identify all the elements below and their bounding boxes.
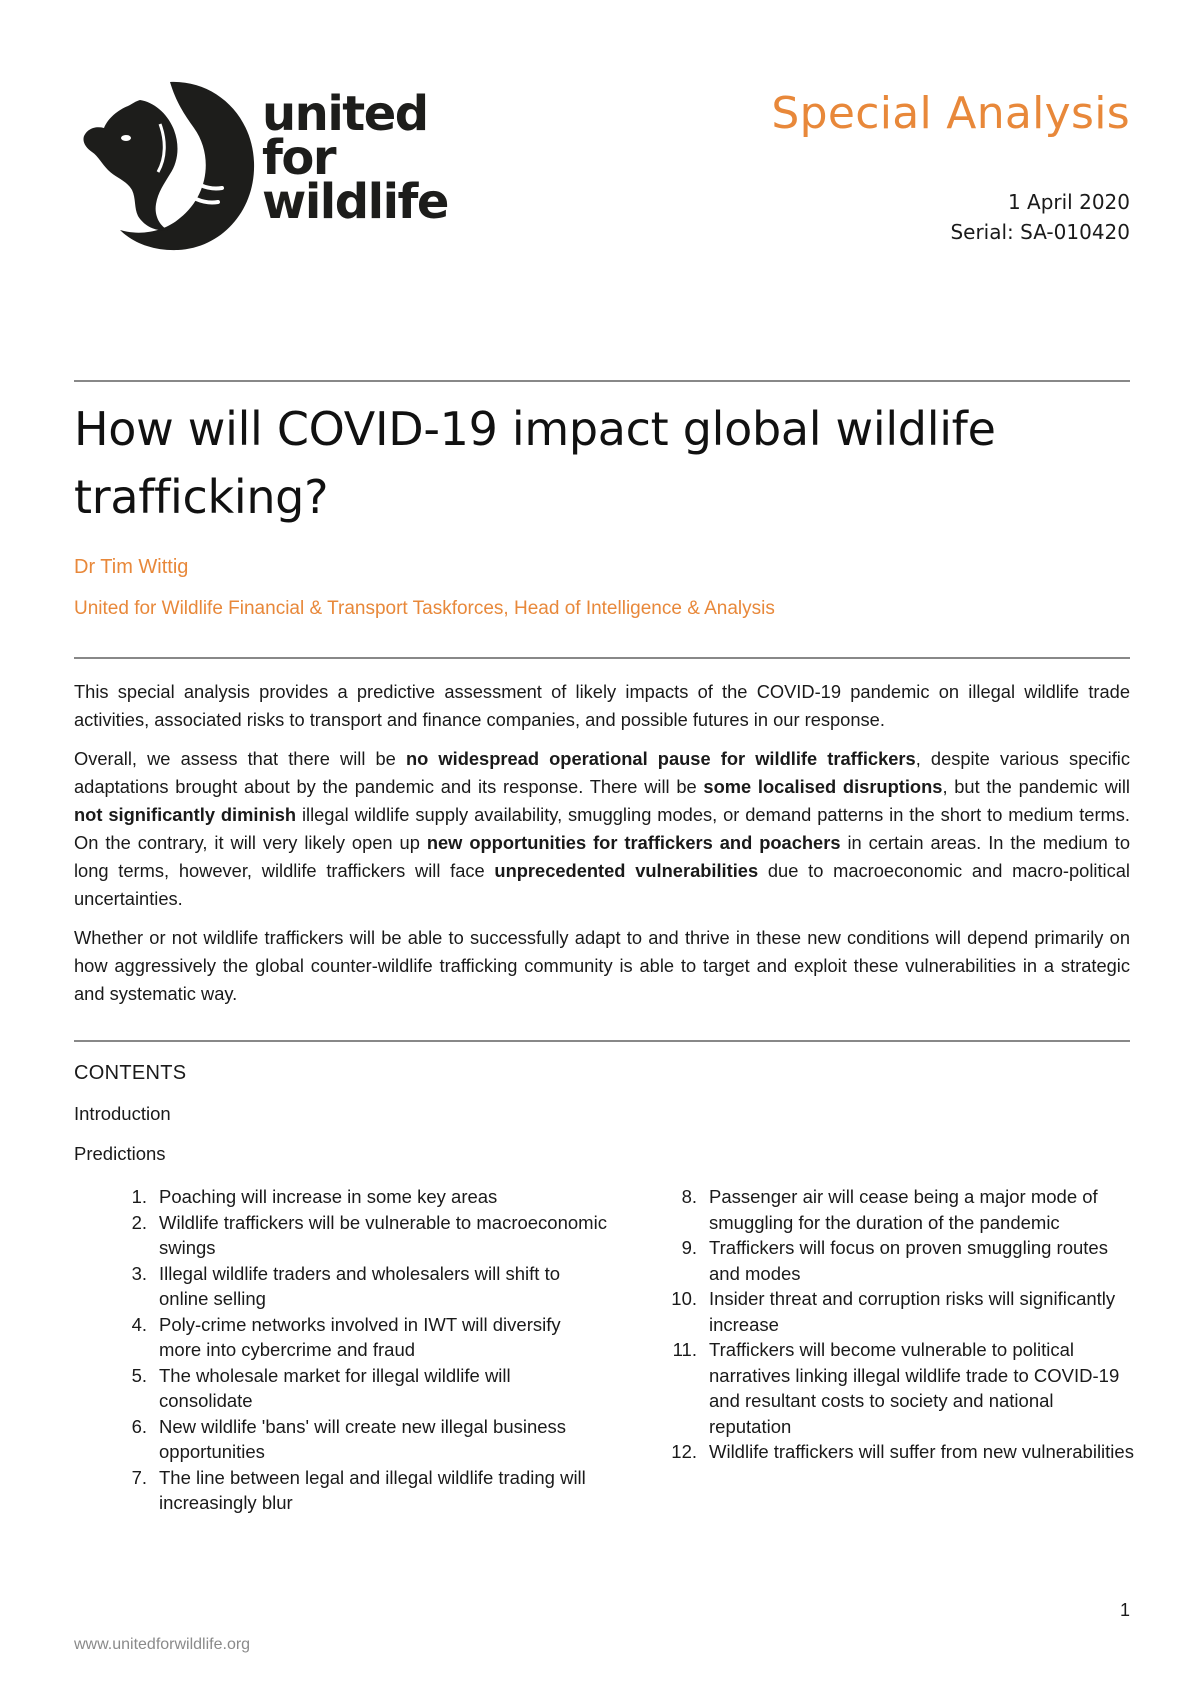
list-item-text: Illegal wildlife traders and wholesalers will shift to online selling bbox=[159, 1262, 561, 1309]
toc-prediction-item[interactable] bbox=[637, 1337, 1137, 1439]
document-date: 1 April 2020 bbox=[1007, 190, 1130, 214]
list-number: 12. bbox=[671, 1441, 697, 1462]
divider-abstract bbox=[74, 657, 1130, 659]
list-item-text: New wildlife 'bans' will create new illegal business opportunities bbox=[159, 1415, 567, 1462]
divider-top bbox=[74, 380, 1130, 382]
emphasis: not significantly diminish bbox=[74, 804, 297, 825]
list-number: 2. bbox=[131, 1211, 147, 1233]
list-number: 3. bbox=[131, 1262, 147, 1284]
document-serial: Serial: SA-010420 bbox=[950, 220, 1130, 244]
emphasis: no widespread operational pause for wildlife traffickers bbox=[405, 748, 916, 769]
text-run: illegal wildlife supply availability, smuggling modes, or demand patterns in the short to medium terms. On the contrary, it will very likely open up bbox=[74, 804, 1130, 853]
list-number: 8. bbox=[681, 1186, 697, 1207]
toc-prediction-item[interactable] bbox=[637, 1184, 1137, 1235]
list-number: 9. bbox=[681, 1237, 697, 1258]
list-item-text: Passenger air will cease being a major mode of smuggling for the duration of the pandemic bbox=[709, 1186, 1098, 1233]
list-number: 10. bbox=[671, 1288, 697, 1309]
toc-prediction-item[interactable] bbox=[87, 1414, 607, 1465]
list-item-text: The wholesale market for illegal wildlife will consolidate bbox=[159, 1364, 511, 1411]
emphasis: some localised disruptions bbox=[703, 776, 943, 797]
toc-prediction-item[interactable] bbox=[637, 1235, 1137, 1286]
toc-prediction-item[interactable] bbox=[87, 1210, 607, 1261]
predictions-list-right bbox=[637, 1184, 1137, 1465]
logo-word-3: wildlife bbox=[262, 174, 448, 230]
emphasis: new opportunities for traffickers and poachers bbox=[426, 832, 841, 853]
list-item-text: Poaching will increase in some key areas bbox=[159, 1186, 498, 1207]
emphasis: unprecedented vulnerabilities bbox=[494, 860, 759, 881]
page-title: How will COVID-19 impact global wildlife trafficking? bbox=[74, 402, 996, 524]
list-item-text: The line between legal and illegal wildlife trading will increasingly blur bbox=[159, 1466, 586, 1513]
toc-prediction-item[interactable] bbox=[87, 1465, 607, 1516]
list-item-text: Wildlife traffickers will be vulnerable to macroeconomic swings bbox=[159, 1211, 607, 1258]
list-item-text: Traffickers will focus on proven smuggling routes and modes bbox=[709, 1237, 1108, 1284]
toc-prediction-item[interactable] bbox=[637, 1439, 1137, 1465]
text-run: Overall, we assess that there will be bbox=[74, 748, 406, 769]
logo-wordmark bbox=[262, 86, 448, 230]
list-item-text: Poly-crime networks involved in IWT will diversify more into cybercrime and fraud bbox=[159, 1313, 561, 1360]
divider-contents bbox=[74, 1040, 1130, 1042]
list-item-text: Wildlife traffickers will suffer from new vulnerabilities bbox=[709, 1441, 1134, 1462]
abstract-paragraph-3: Whether or not wildlife traffickers will be able to successfully adapt to and thrive in these new conditions will depend primarily on how aggressively the global counter-wildlife trafficking community is able to target and exploit these vulnerabilities in a strategic and systematic way. bbox=[74, 927, 1130, 1004]
abstract-paragraph-1: This special analysis provides a predictive assessment of likely impacts of the COVID-19 pandemic on illegal wildlife trade activities, associated risks to transport and finance companies, and possible futures in our response. bbox=[74, 681, 1130, 730]
logo-word-1: united bbox=[262, 86, 428, 142]
toc-prediction-item[interactable] bbox=[637, 1286, 1137, 1337]
footer-url[interactable]: www.unitedforwildlife.org bbox=[74, 1636, 251, 1653]
author-name: Dr Tim Wittig bbox=[74, 556, 189, 578]
list-item-text: Insider threat and corruption risks will significantly increase bbox=[709, 1288, 1116, 1335]
predictions-list-left bbox=[87, 1184, 607, 1516]
text-run: in certain areas. In the medium to long terms, however, wildlife traffickers will face bbox=[74, 832, 1130, 881]
text-run: , despite various specific adaptations brought about by the pandemic and its response. There will be bbox=[74, 748, 1130, 797]
contents-heading: CONTENTS bbox=[74, 1062, 187, 1084]
list-number: 1. bbox=[131, 1186, 147, 1207]
toc-introduction[interactable]: Introduction bbox=[74, 1103, 171, 1124]
toc-prediction-item[interactable] bbox=[87, 1363, 607, 1414]
list-number: 6. bbox=[131, 1415, 147, 1437]
toc-predictions[interactable]: Predictions bbox=[74, 1143, 166, 1164]
text-run: due to macroeconomic and macro-political uncertainties. bbox=[74, 860, 1130, 909]
text-run: , but the pandemic will bbox=[942, 776, 1130, 797]
list-number: 7. bbox=[131, 1466, 147, 1488]
list-number: 11. bbox=[672, 1339, 697, 1360]
toc-prediction-item[interactable] bbox=[87, 1184, 607, 1210]
author-affiliation: United for Wildlife Financial & Transport Taskforces, Head of Intelligence & Analysis bbox=[74, 598, 775, 619]
elephant-profile-icon bbox=[82, 80, 257, 252]
list-item-text: Traffickers will become vulnerable to political narratives linking illegal wildlife trade to COVID-19 and resultant costs to society and national reputation bbox=[709, 1339, 1120, 1437]
abstract bbox=[74, 678, 1130, 1019]
list-number: 5. bbox=[131, 1364, 147, 1386]
united-for-wildlife-logo bbox=[82, 80, 452, 252]
document-type-label: Special Analysis bbox=[771, 88, 1130, 139]
list-number: 4. bbox=[131, 1313, 147, 1335]
page-number: 1 bbox=[1119, 1600, 1130, 1620]
abstract-paragraph-2 bbox=[74, 745, 1130, 913]
toc-prediction-item[interactable] bbox=[87, 1261, 607, 1312]
logo-word-2: for bbox=[262, 130, 336, 186]
document-meta bbox=[950, 187, 1130, 247]
toc-prediction-item[interactable] bbox=[87, 1312, 607, 1363]
